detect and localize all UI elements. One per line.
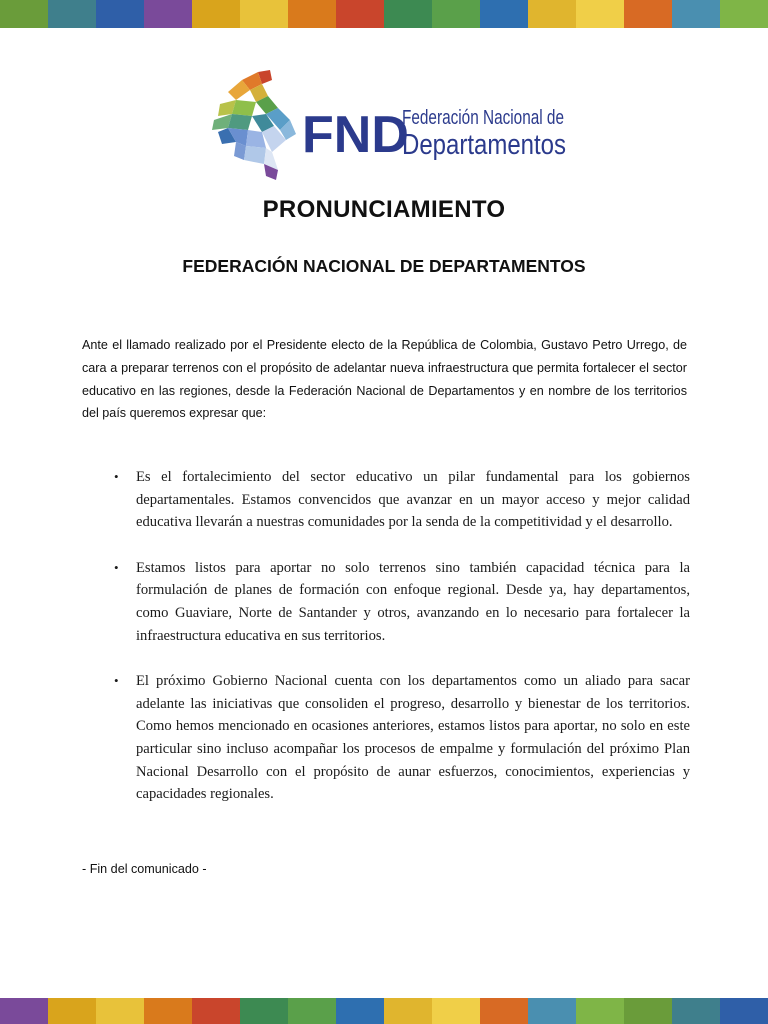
bullet-text: Es el fortalecimiento del sector educativo un pilar fundamental para los gobiernos departamentales. Estamos convencidos que avanzar en un mayor acceso y mejor calidad educativa llevarán a nuestras comunidades por la senda de la competitividad y el desarrollo. [136,469,690,531]
stripe-segment [48,998,96,1024]
stripe-segment [192,0,240,28]
bullet-icon: • [114,673,119,689]
stripe-segment [672,0,720,28]
stripe-segment [240,998,288,1024]
list-item [112,466,690,534]
fnd-logo-graphic [206,68,578,186]
logo-name-line1: Federación Nacional de [402,107,564,129]
bottom-color-stripe [0,998,768,1024]
stripe-segment [288,0,336,28]
document-subtitle: FEDERACIÓN NACIONAL DE DEPARTAMENTOS [182,256,586,276]
stripe-segment [528,0,576,28]
stripe-segment [96,998,144,1024]
stripe-segment [576,0,624,28]
colombia-map-icon [212,70,296,180]
stripe-segment [144,998,192,1024]
bullet-list [112,466,690,829]
stripe-segment [624,0,672,28]
stripe-segment [432,998,480,1024]
list-item [112,557,690,647]
bullet-icon: • [114,469,119,484]
stripe-segment [480,998,528,1024]
stripe-segment [0,0,48,28]
list-item [112,670,690,806]
stripe-segment [0,998,48,1024]
bullet-text: Estamos listos para aportar no solo terrenos sino también capacidad técnica para la formulación de planes de formación con enfoque regional. Desde ya, hay departamentos, como Guaviare, Norte de Santander y otros, avanzando en lo necesario para fortalecer la infraestructura educativa en sus territorios. [136,559,690,644]
closing-note: - Fin del comunicado - [82,862,207,876]
bullet-text: El próximo Gobierno Nacional cuenta con los departamentos como un aliado para sacar adelante las iniciativas que consoliden el progreso, desarrollo y bienestar de los territorios. Como hemos mencionado en ocasiones anteriores, estamos listos para aportar, no solo en este particular sino incluso acompañar los procesos de empalme y formulación del próximo Plan Nacional Desarrollo con el propósito de aunar esfuerzos, conocimientos, experiencias y capacidades regionales. [136,673,690,803]
logo-acronym: FND [302,106,409,164]
stripe-segment [48,0,96,28]
stripe-segment [672,998,720,1024]
stripe-segment [144,0,192,28]
stripe-segment [576,998,624,1024]
top-color-stripe [0,0,768,28]
stripe-segment [336,0,384,28]
stripe-segment [240,0,288,28]
stripe-segment [720,998,768,1024]
stripe-segment [336,998,384,1024]
stripe-segment [96,0,144,28]
stripe-segment [384,998,432,1024]
intro-paragraph: Ante el llamado realizado por el Presidente electo de la República de Colombia, Gustavo Petro Urrego, de cara a preparar terrenos con el propósito de adelantar nueva infraestructura que permita fortalecer el sector educativo en las regiones, desde la Federación Nacional de Departamentos y en nombre de los territorios del país queremos expresar que: [82,338,687,421]
stripe-segment [528,998,576,1024]
stripe-segment [432,0,480,28]
logo-name-line2: Departamentos [402,129,566,161]
bullet-icon: • [114,559,119,575]
document-title: PRONUNCIAMIENTO [262,196,506,223]
stripe-segment [480,0,528,28]
stripe-segment [288,998,336,1024]
stripe-segment [624,998,672,1024]
fnd-logo [206,68,578,186]
stripe-segment [192,998,240,1024]
stripe-segment [384,0,432,28]
stripe-segment [720,0,768,28]
